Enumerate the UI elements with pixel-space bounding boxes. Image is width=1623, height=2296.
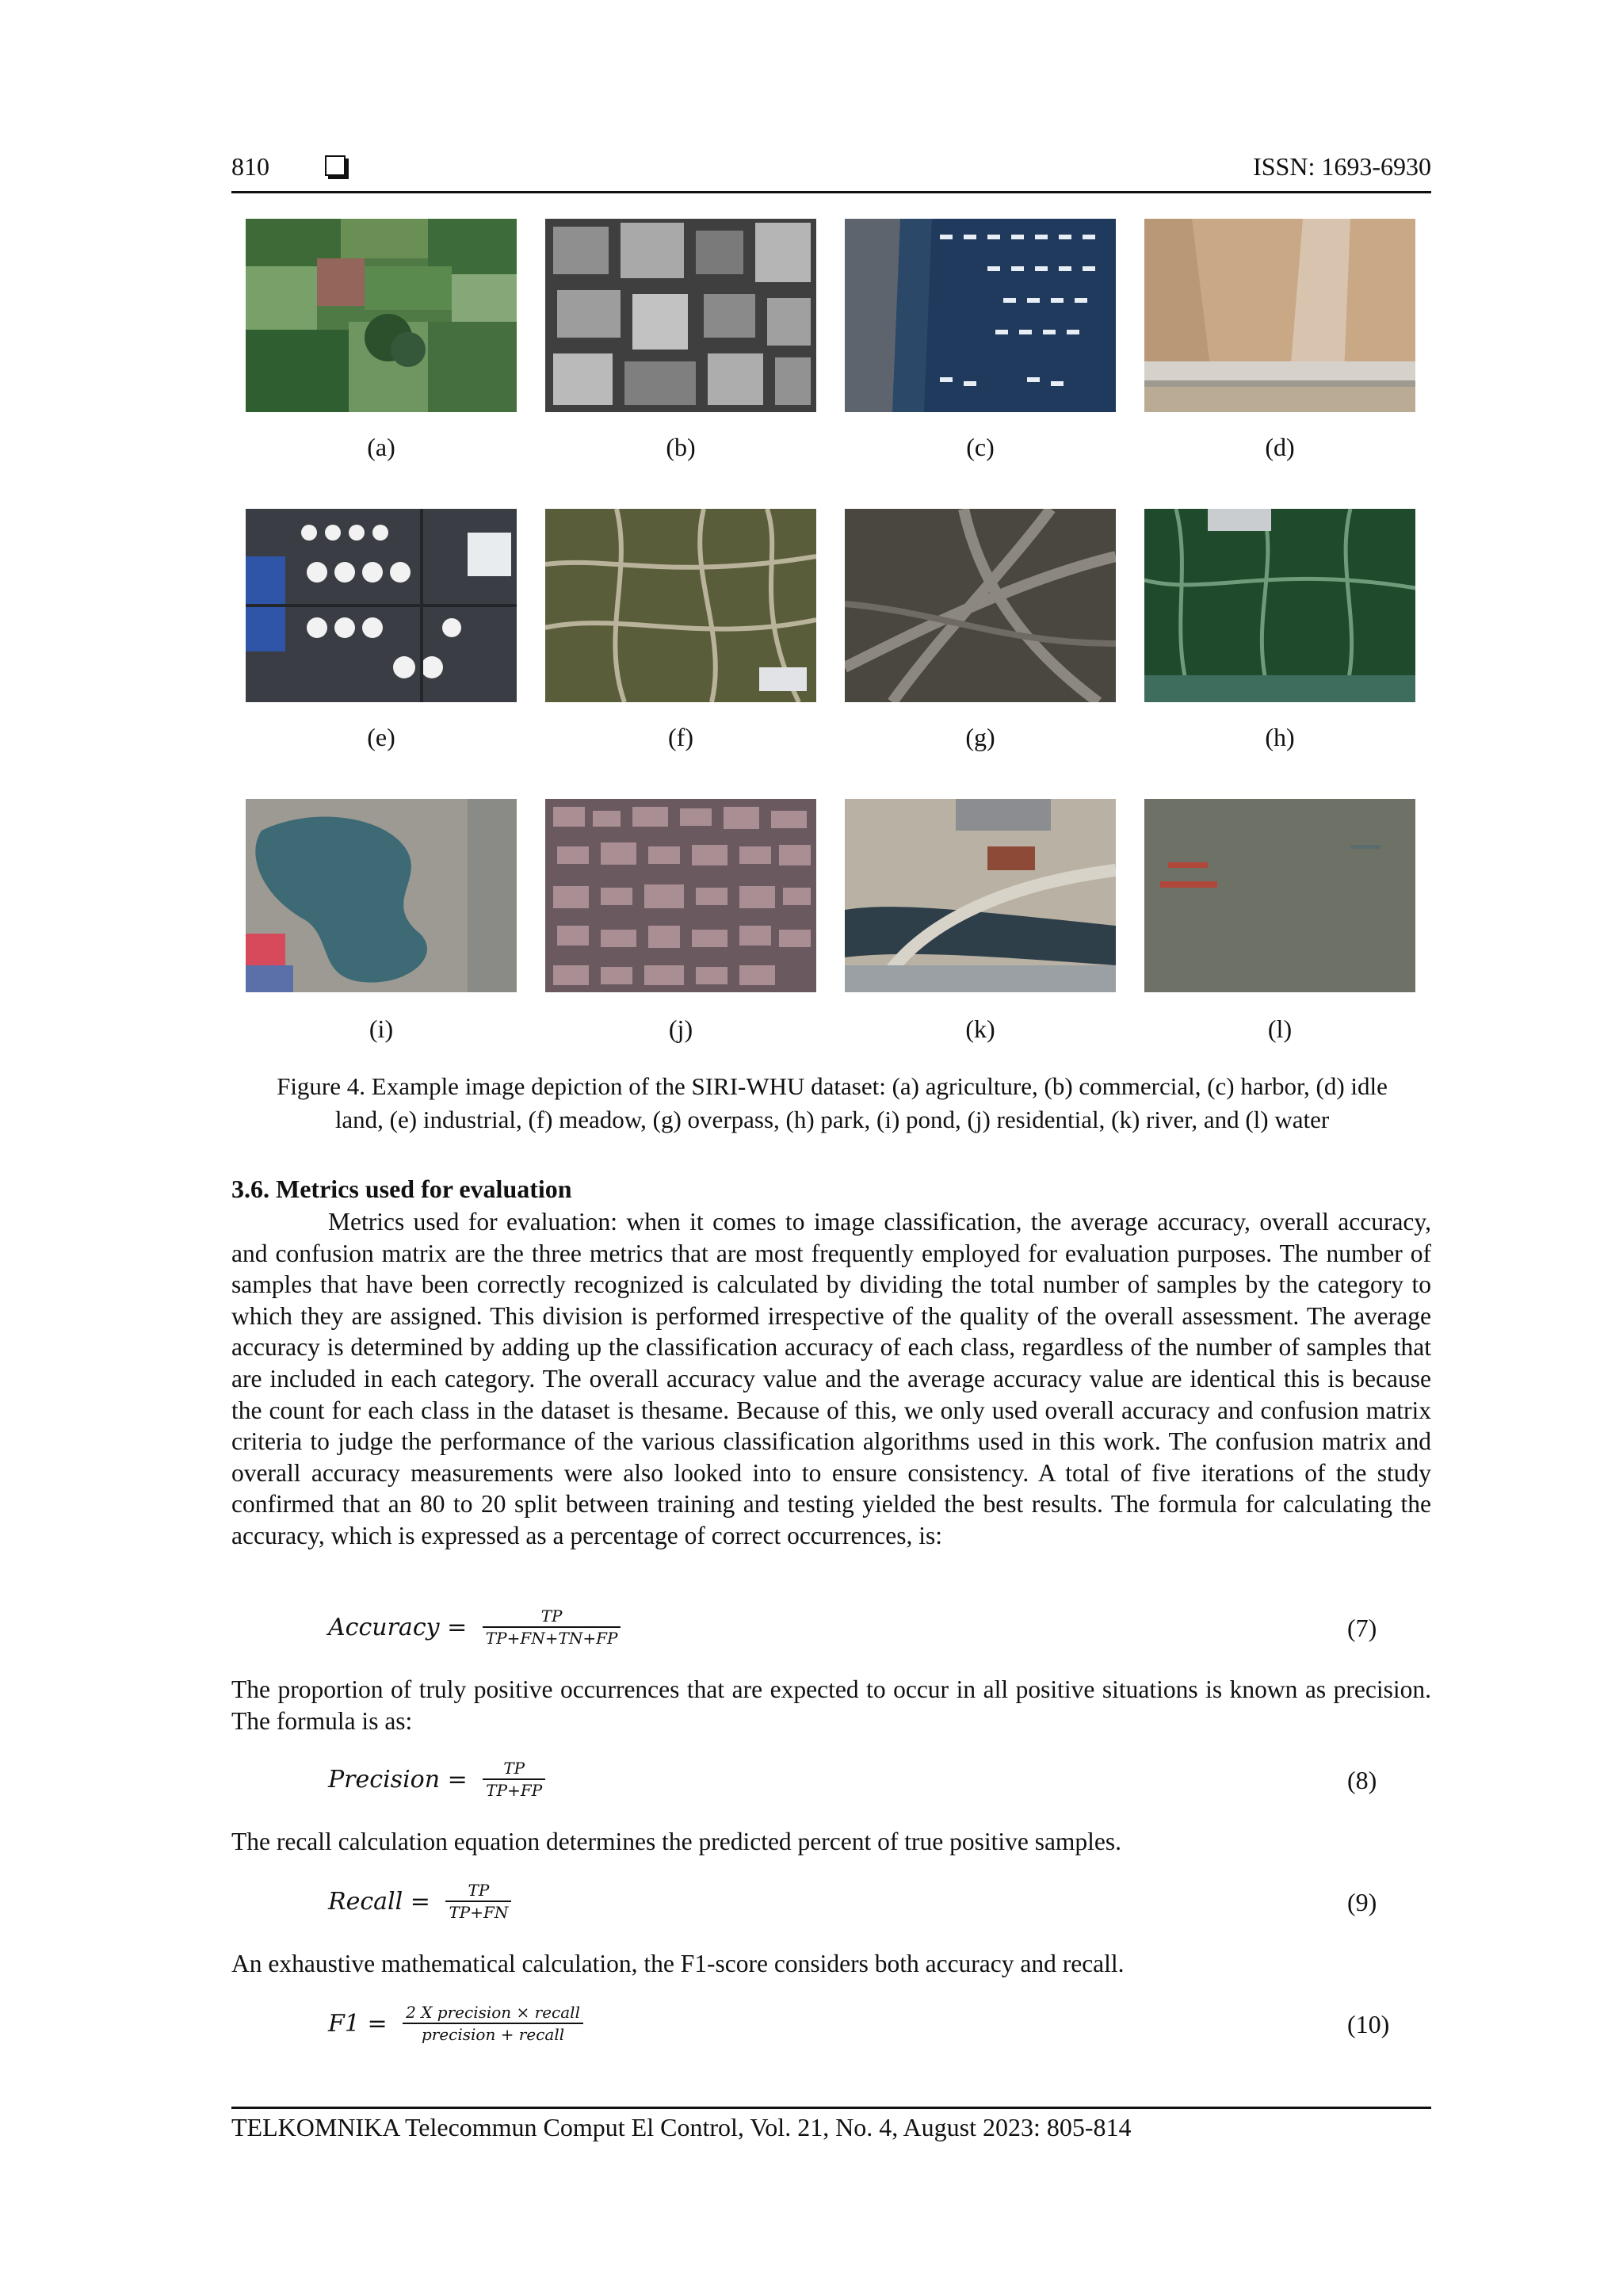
- page-number: 810: [231, 152, 269, 181]
- equation-accuracy: [328, 1606, 621, 1648]
- equation-f1: [328, 2002, 583, 2045]
- thumbnail-industrial: [246, 509, 517, 702]
- equation-number: (10): [1347, 2010, 1390, 2038]
- equation-number: (7): [1347, 1614, 1377, 1642]
- subfigure-label: (b): [666, 433, 696, 461]
- page-footer: TELKOMNIKA Telecommun Comput El Control, Vol. 21, No. 4, August 2023: 805-814: [231, 2113, 1132, 2141]
- thumbnail-overpass: [845, 509, 1116, 702]
- thumbnail-harbor: [845, 219, 1116, 412]
- section-heading: 3.6. Metrics used for evaluation: [231, 1175, 572, 1203]
- thumbnail-pond: [246, 799, 517, 992]
- equation-fraction: [403, 2002, 583, 2045]
- page-header: [231, 152, 1431, 192]
- equation-fraction: [483, 1758, 545, 1801]
- equation-number: (9): [1347, 1888, 1377, 1916]
- subfigure-label: (e): [367, 723, 395, 751]
- subfigure-label: (l): [1267, 1014, 1293, 1043]
- thumbnail-commercial: [545, 219, 816, 412]
- subfigure-label: (f): [668, 723, 693, 751]
- equation-numerator: TP: [483, 1606, 621, 1628]
- thumbnail-river: [845, 799, 1116, 992]
- paragraph-text: Metrics used for evaluation: when it comes to image classification, the average accuracy, overall accuracy, and confusion matrix are the three metrics that are most frequently employed for evaluation purposes. The number of samples that have been correctly recognized is calculated by dividing the total number of samples by the category to which they are assigned. This division is performed irrespective of the quality of the overall assessment. The average accuracy is determined by adding up the classification accuracy of each class, regardless of the number of samples that are included in each category. The overall accuracy value and the average accuracy value are identical this is because the count for each class in the dataset is thesame. Because of this, we only used overall accuracy and confusion matrix criteria to judge the performance of the various classification algorithms used in this work. The confusion matrix and overall accuracy measurements were also looked into to ensure consistency. A total of five iterations of the study confirmed that an 80 to 20 split between training and testing yielded the best results. The formula for calculating the accuracy, which is expressed as a percentage of correct occurrences, is:: [231, 1208, 1431, 1549]
- subfigure-label: (g): [965, 723, 995, 751]
- issn-label: ISSN: 1693-6930: [1253, 152, 1431, 181]
- section-paragraph: [231, 1206, 1431, 1552]
- equation-denominator: TP+FP: [486, 1781, 543, 1800]
- equation-numerator: TP: [445, 1880, 511, 1902]
- equation-recall: [328, 1880, 511, 1923]
- equation-lhs: Precision =: [328, 1765, 468, 1794]
- recall-intro: The recall calculation equation determines the predicted percent of true positive samples.: [231, 1828, 1122, 1855]
- thumbnail-meadow: [545, 509, 816, 702]
- header-rule: [231, 191, 1431, 193]
- equation-fraction: [445, 1880, 511, 1923]
- subfigure-label: (d): [1265, 433, 1295, 461]
- thumbnail-water: [1144, 799, 1415, 992]
- footer-rule: [231, 2107, 1431, 2109]
- caption-line-2: land, (e) industrial, (f) meadow, (g) overpass, (h) park, (i) pond, (j) residential, (k) river, and (l) water: [334, 1106, 1330, 1133]
- thumbnail-residential: [545, 799, 816, 992]
- subfigure-label: (j): [668, 1014, 693, 1043]
- thumbnail-park: [1144, 509, 1415, 702]
- equation-numerator: TP: [483, 1758, 545, 1780]
- subfigure-label: (c): [966, 433, 995, 461]
- thumbnail-agriculture: [246, 219, 517, 412]
- equation-number: (8): [1347, 1766, 1377, 1794]
- subfigure-label: (k): [965, 1014, 995, 1043]
- subfigure-label: (h): [1265, 723, 1295, 751]
- thumbnail-idle-land: [1144, 219, 1415, 412]
- square-bullet-icon: [325, 155, 346, 176]
- equation-precision: [328, 1758, 545, 1801]
- equation-fraction: [483, 1606, 621, 1648]
- figure-caption: [238, 1070, 1426, 1137]
- equation-lhs: F1 =: [328, 2009, 388, 2038]
- equation-denominator: TP+FN: [449, 1903, 509, 1922]
- equation-numerator: 2 X precision × recall: [403, 2002, 583, 2024]
- f1-intro: An exhaustive mathematical calculation, the F1-score considers both accuracy and recall.: [231, 1950, 1125, 1977]
- subfigure-label: (a): [367, 433, 395, 461]
- equation-lhs: Recall =: [328, 1887, 430, 1916]
- equation-lhs: Accuracy =: [328, 1613, 468, 1641]
- equation-denominator: precision + recall: [421, 2025, 565, 2044]
- equation-denominator: TP+FN+TN+FP: [485, 1629, 618, 1648]
- caption-line-1: Figure 4. Example image depiction of the SIRI-WHU dataset: (a) agriculture, (b) commercial, (c) harbor, (d) idle: [277, 1072, 1388, 1100]
- precision-intro: The proportion of truly positive occurrences that are expected to occur in all positive situations is known as precision. The formula is as:: [231, 1675, 1431, 1735]
- subfigure-label: (i): [369, 1014, 394, 1043]
